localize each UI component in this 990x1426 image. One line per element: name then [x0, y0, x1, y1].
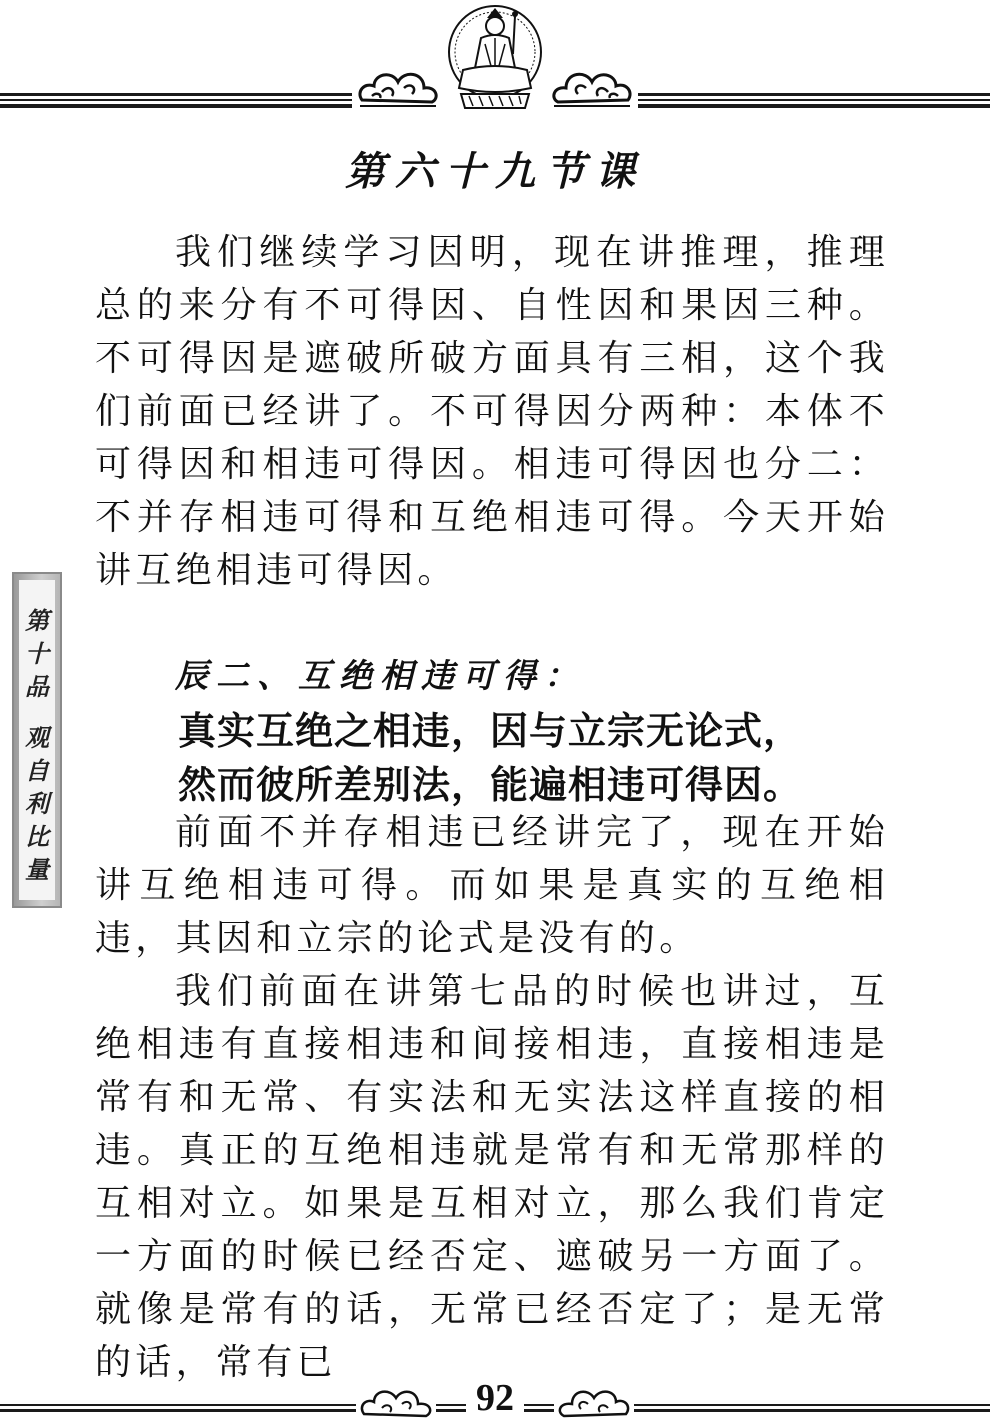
paragraph-intro: 我们继续学习因明，现在讲推理，推理总的来分有不可得因、自性因和果因三种。不可得因是遮破所破方面具有三相，这个我们前面已经讲了。不可得因分两种：本体不可得因和相违可得因。相违可得因也分二：不并存相违可得和互绝相违可得。今天开始讲互绝相违可得因。 — [95, 232, 889, 591]
chapter-side-tab — [12, 572, 62, 908]
chapter-side-tab-inner — [19, 580, 55, 900]
lesson-title: 第六十九节课 — [345, 148, 645, 195]
chapter-name-label — [25, 721, 49, 886]
verse-line-1: 真实互绝之相违，因与立宗无论式， — [178, 709, 803, 753]
chapter-name-char: 观 — [25, 723, 49, 752]
chapter-char: 品 — [25, 672, 49, 701]
chapter-char: 第 — [25, 606, 49, 635]
section-heading: 辰二、互绝相违可得： — [175, 656, 585, 695]
chapter-char: 十 — [25, 639, 49, 668]
paragraph-explanation: 前面不并存相违已经讲完了，现在开始讲互绝相违可得。而如果是真实的互绝相违，其因和立宗的论式是没有的。 — [95, 812, 889, 959]
header-ornament — [0, 0, 990, 120]
chapter-name-char: 量 — [25, 855, 49, 884]
main-text-continued — [95, 806, 889, 1389]
cloud-ornament-left-icon — [352, 62, 442, 110]
chapter-name-char: 利 — [25, 789, 49, 818]
deity-figure-icon — [441, 4, 549, 110]
page-number — [0, 1376, 990, 1420]
verse-line-2: 然而彼所差别法，能遍相违可得因。 — [178, 763, 803, 807]
chapter-name-char: 自 — [25, 756, 49, 785]
chapter-label — [25, 604, 49, 703]
cloud-ornament-right-icon — [548, 62, 638, 110]
main-text — [95, 226, 889, 597]
paragraph-detail: 我们前面在讲第七品的时候也讲过，互绝相违有直接相违和间接相违，直接相违是常有和无常、有实法和无实法这样直接的相违。真正的互绝相违就是常有和无常那样的互相对立。如果是互相对立，那么我们肯定一方面的时候已经否定、遮破另一方面了。就像是常有的话，无常已经否定了；是无常的话，常有已 — [95, 971, 889, 1383]
page-number-text: 92 — [466, 1377, 524, 1419]
chapter-name-char: 比 — [25, 822, 49, 851]
